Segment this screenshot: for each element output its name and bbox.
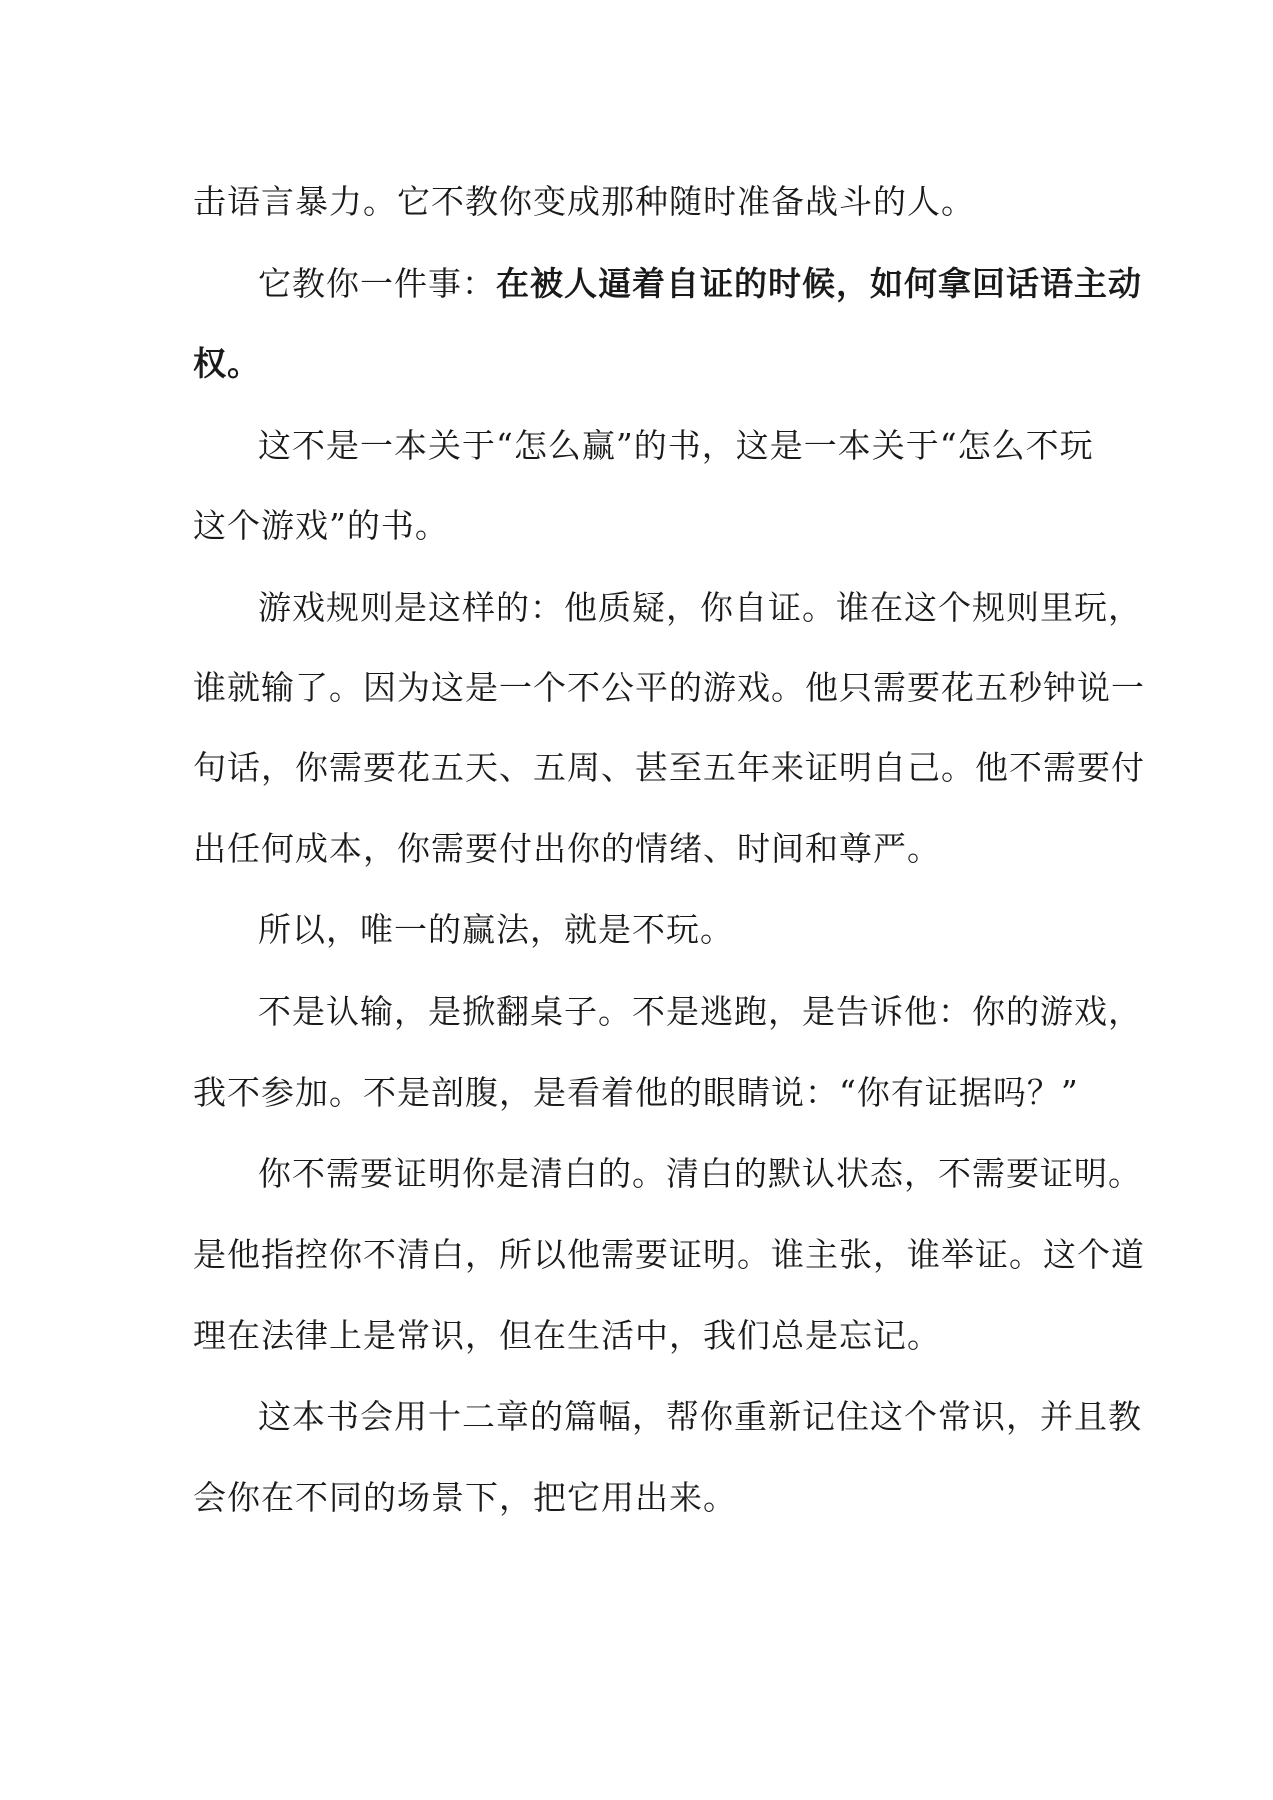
text-line: 不是认输，是掀翻桌子。不是逃跑，是告诉他：你的游戏， [258,992,1142,1031]
text-line: 这不是一本关于“怎么赢”的书，这是一本关于“怎么不玩 [258,426,1094,465]
text-line: 击语言暴力。它不教你变成那种随时准备战斗的人。 [193,182,975,221]
text-line: 所以，唯一的赢法，就是不玩。 [258,910,734,949]
plain-text: 它教你一件事： [258,264,496,303]
text-line: 会你在不同的场景下，把它用出来。 [193,1478,737,1517]
emphasis-text: 权。 [193,344,261,383]
text-line: 谁就输了。因为这是一个不公平的游戏。他只需要花五秒钟说一 [193,668,1145,707]
text-line-mixed [258,262,1158,306]
text-line: 我不参加。不是剖腹，是看着他的眼睛说：“你有证据吗？” [193,1073,1079,1112]
text-line: 出任何成本，你需要付出你的情绪、时间和尊严。 [193,829,941,868]
text-line: 你不需要证明你是清白的。清白的默认状态，不需要证明。 [258,1154,1142,1193]
emphasis-text: 在被人逼着自证的时候，如何拿回话语主动 [496,264,1142,303]
text-line: 这本书会用十二章的篇幅，帮你重新记住这个常识，并且教 [258,1397,1142,1436]
text-line: 这个游戏”的书。 [193,506,449,545]
text-line: 句话，你需要花五天、五周、甚至五年来证明自己。他不需要付 [193,748,1145,787]
text-line: 理在法律上是常识，但在生活中，我们总是忘记。 [193,1316,941,1355]
text-line: 是他指控你不清白，所以他需要证明。谁主张，谁举证。这个道 [193,1235,1145,1274]
text-line: 游戏规则是这样的：他质疑，你自证。谁在这个规则里玩， [258,588,1142,627]
